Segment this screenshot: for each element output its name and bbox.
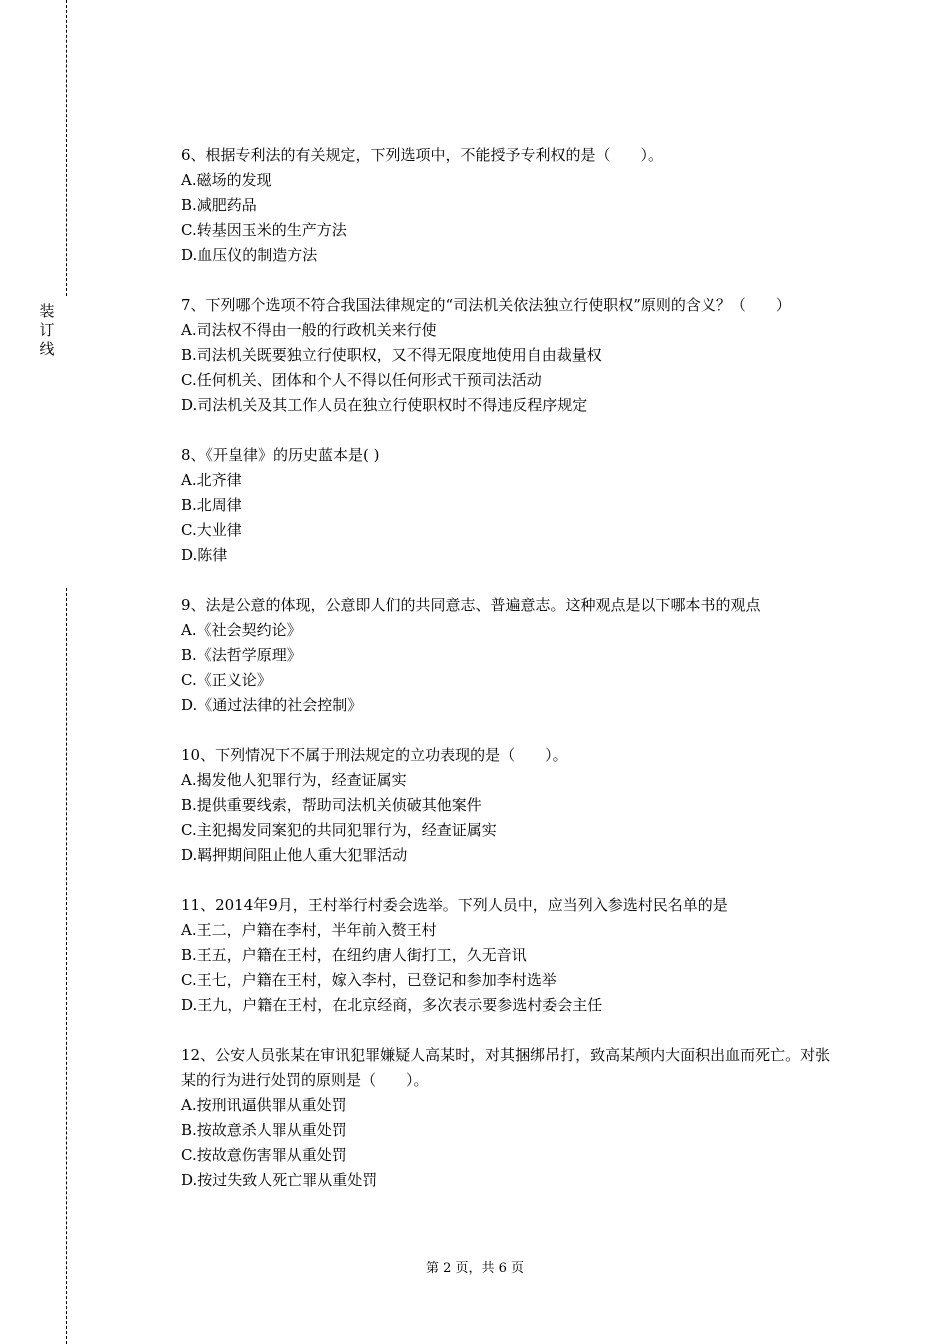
question-option: C.《正义论》 <box>181 671 272 689</box>
question-option: D.陈律 <box>181 546 228 564</box>
page-number-footer: 第 2 页，共 6 页 <box>425 1261 525 1276</box>
question-option: D.血压仪的制造方法 <box>181 246 318 264</box>
question-option: B.减肥药品 <box>181 196 257 214</box>
question-option: B.提供重要线索，帮助司法机关侦破其他案件 <box>181 796 482 814</box>
question-option: A.揭发他人犯罪行为，经查证属实 <box>181 771 407 789</box>
question-stem: 8、《开皇律》的历史蓝本是( ) <box>181 446 380 464</box>
question-option: B.《法哲学原理》 <box>181 646 302 664</box>
question-option: C.大业律 <box>181 521 242 539</box>
question-6 <box>181 143 841 268</box>
question-option: B.王五，户籍在王村，在纽约唐人街打工，久无音讯 <box>181 946 527 964</box>
question-8 <box>181 443 841 568</box>
question-list <box>181 143 841 1218</box>
question-stem: 6、根据专利法的有关规定，下列选项中，不能授予专利权的是（ ）。 <box>181 146 664 164</box>
question-option: C.主犯揭发同案犯的共同犯罪行为，经查证属实 <box>181 821 497 839</box>
question-option: B.按故意杀人罪从重处罚 <box>181 1121 347 1139</box>
question-option: B.北周律 <box>181 496 242 514</box>
question-option: C.任何机关、团体和个人不得以任何形式干预司法活动 <box>181 371 542 389</box>
question-option: D.《通过法律的社会控制》 <box>181 696 363 714</box>
question-stem: 9、法是公意的体现，公意即人们的共同意志、普遍意志。这种观点是以下哪本书的观点 <box>181 596 761 614</box>
binding-dashed-line-top <box>66 0 67 296</box>
question-stem: 7、下列哪个选项不符合我国法律规定的“司法机关依法独立行使职权”原则的含义？（ ） <box>181 296 791 314</box>
binding-label <box>38 302 56 359</box>
question-option: D.羁押期间阻止他人重大犯罪活动 <box>181 846 408 864</box>
question-option: A.《社会契约论》 <box>181 621 302 639</box>
question-option: A.北齐律 <box>181 471 242 489</box>
question-7 <box>181 293 841 418</box>
question-option: C.王七，户籍在王村，嫁入李村，已登记和参加李村选举 <box>181 971 557 989</box>
binding-label-char: 订 <box>39 321 55 339</box>
question-option: D.司法机关及其工作人员在独立行使职权时不得违反程序规定 <box>181 396 588 414</box>
question-option: A.王二，户籍在李村，半年前入赘王村 <box>181 921 437 939</box>
question-10 <box>181 743 841 868</box>
binding-label-char: 线 <box>39 340 55 358</box>
question-stem: 12、公安人员张某在审讯犯罪嫌疑人高某时，对其捆绑吊打，致高某颅内大面积出血而死亡。对张某的行为进行处罚的原则是（ ）。 <box>181 1046 831 1089</box>
question-12 <box>181 1043 841 1193</box>
question-option: D.王九，户籍在王村，在北京经商，多次表示要参选村委会主任 <box>181 996 603 1014</box>
question-option: D.按过失致人死亡罪从重处罚 <box>181 1171 378 1189</box>
question-option: A.按刑讯逼供罪从重处罚 <box>181 1096 347 1114</box>
question-9 <box>181 593 841 718</box>
question-11 <box>181 893 841 1018</box>
question-option: A.司法权不得由一般的行政机关来行使 <box>181 321 437 339</box>
binding-label-char: 装 <box>39 302 55 320</box>
question-option: B.司法机关既要独立行使职权，又不得无限度地使用自由裁量权 <box>181 346 602 364</box>
binding-dashed-line-bottom <box>66 588 67 1344</box>
question-stem: 10、下列情况下不属于刑法规定的立功表现的是（ ）。 <box>181 746 568 764</box>
question-option: A.磁场的发现 <box>181 171 272 189</box>
question-option: C.按故意伤害罪从重处罚 <box>181 1146 347 1164</box>
question-stem: 11、2014年9月，王村举行村委会选举。下列人员中，应当列入参选村民名单的是 <box>181 896 728 914</box>
question-option: C.转基因玉米的生产方法 <box>181 221 347 239</box>
